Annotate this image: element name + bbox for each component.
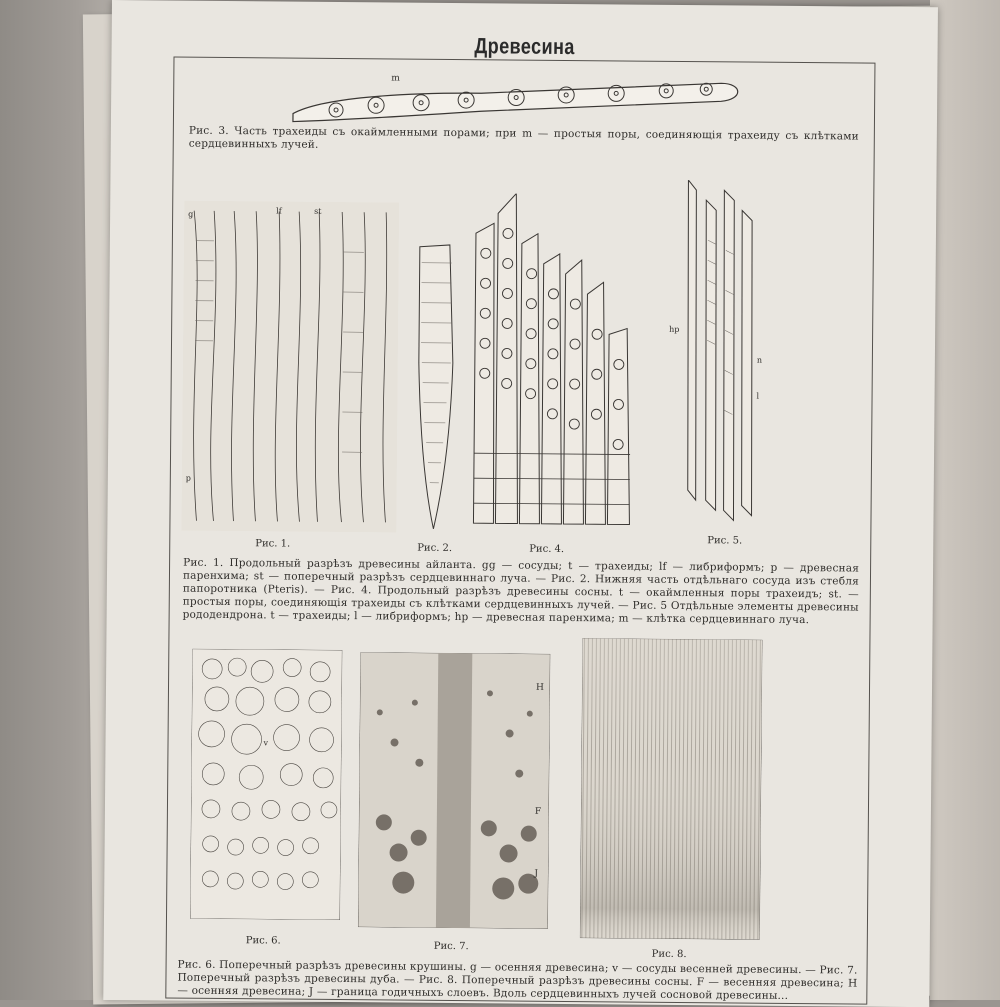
label-m: m [391,73,400,83]
label-lf: lf [276,206,283,215]
label-l: l [757,392,760,401]
printed-page [103,0,938,1007]
figure-4-label: Рис. 4. [529,544,564,555]
figure-8-label: Рис. 8. [652,949,687,960]
figure-8-illustration [580,638,763,940]
figure-1-illustration [181,201,399,533]
label-g: g [188,210,193,219]
figure-3-illustration [281,67,751,127]
label-hp: hp [669,325,679,334]
figure-1-label: Рис. 1. [255,538,290,549]
label-F: F [535,807,541,817]
figure-7-illustration [358,652,550,929]
caption-figs-1-5: Рис. 1. Продольный разрѣзъ древесины айланта. gg — сосуды; t — трахеиды; lf — либриформъ; p — древесная паренхима; st — поперечный разрѣзъ сердцевиннаго луча. — Рис. 2. Нижняя часть отдѣльнаго сосуда изъ стебля папоротника (Pteris). — Рис. 4. Продольный разрѣзъ древесины сосны. t — окаймленныя поры трахеидъ; st. — простыя поры, соединяющія трахеиды съ клѣтками сердцевинныхъ лучей. — Рис. 5 Отдѣльные элементы древесины рододендрона. t — трахеиды; l — либриформъ; hp — древесная паренхима; m — клѣтка сердцевиннаго луча. [183,557,860,628]
caption-figs-6-8: Рис. 6. Поперечный разрѣзъ древесины крушины. g — осенняя древесина; v — сосуды весенней древесины. — Рис. 7. Поперечный разрѣзъ древесины дуба. — Рис. 8. Поперечный разрѣзъ древесины сосны. F — весенняя древесина; H — осенняя древесина; J — граница годичныхъ слоевъ. Вдоль сердцевинныхъ лучей сосновой древесины... [177,959,857,1005]
figure-2-label: Рис. 2. [417,543,452,554]
figure-6-illustration [190,649,342,920]
label-J: J [533,869,538,879]
figure-5-label: Рис. 5. [707,535,742,546]
figure-5-illustration [667,180,770,526]
figure-7-label: Рис. 7. [434,941,469,952]
page-title: Древесина [186,31,864,63]
label-H: H [536,683,544,693]
caption-fig3: Рис. 3. Часть трахеиды съ окаймленными порами; при m — простыя поры, соединяющія трахеиду съ клѣтками сердцевинныхъ лучей. [189,125,859,157]
figure-4-illustration [469,193,642,534]
figure-2-illustration [411,243,462,533]
label-n: n [757,356,762,365]
label-st: st [314,207,322,216]
label-p: p [186,474,191,483]
figure-6-label: Рис. 6. [246,935,281,946]
underlying-sheet-edge [930,0,1000,1000]
label-v: v [262,738,268,747]
